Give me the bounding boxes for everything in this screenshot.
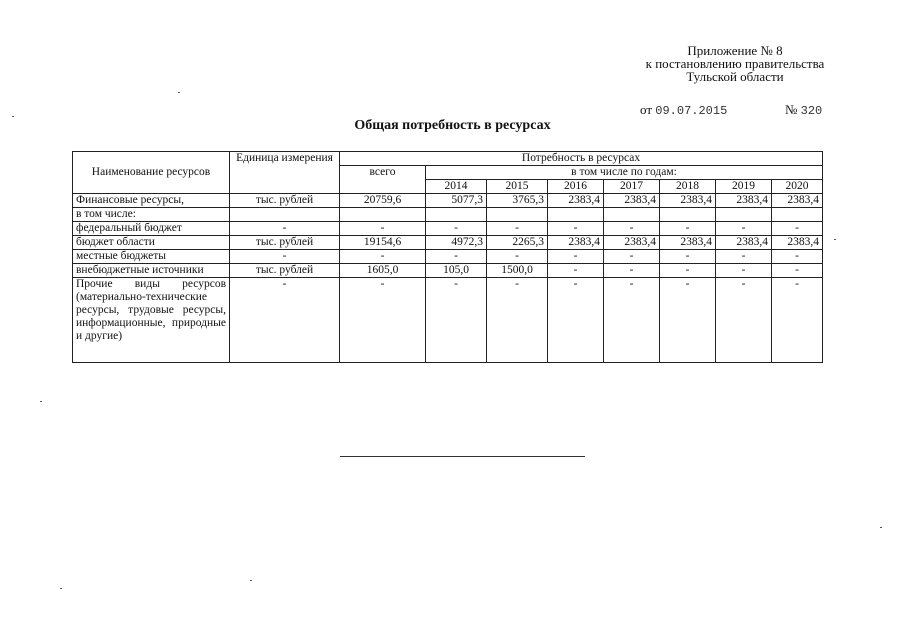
row-year-value: - (772, 264, 823, 278)
column-header-unit: Единица измерения (230, 152, 340, 194)
row-year-value: 2383,4 (548, 236, 604, 250)
row-unit: - (230, 222, 340, 236)
year-header: 2015 (487, 180, 548, 194)
row-year-value: 2383,4 (716, 194, 772, 208)
row-year-value: - (660, 278, 716, 363)
decree-from-label: от (640, 102, 653, 117)
row-year-value: 2383,4 (660, 194, 716, 208)
row-year-value: 5077,3 (426, 194, 487, 208)
row-year-value: - (716, 264, 772, 278)
row-total: 19154,6 (340, 236, 426, 250)
row-year-value: 2265,3 (487, 236, 548, 250)
appendix-reference: к постановлению правительства (645, 56, 825, 71)
row-total: - (340, 222, 426, 236)
row-year-value: - (548, 264, 604, 278)
row-year-value: - (716, 278, 772, 363)
table-row (73, 194, 823, 208)
row-year-value: - (604, 250, 660, 264)
decree-info (640, 102, 823, 118)
year-header: 2017 (604, 180, 660, 194)
row-year-value: - (487, 222, 548, 236)
row-name: Прочие виды ресурсов (материально-технические ресурсы, трудовые ресурсы, информационные, природные и другие) (73, 278, 230, 363)
appendix-header (600, 44, 870, 83)
empty-cell (487, 208, 548, 222)
year-header: 2016 (548, 180, 604, 194)
empty-cell (716, 208, 772, 222)
row-year-value: - (604, 222, 660, 236)
row-unit: тыс. рублей (230, 194, 340, 208)
year-header: 2014 (426, 180, 487, 194)
row-name: местные бюджеты (73, 250, 230, 264)
row-unit: - (230, 278, 340, 363)
row-year-value: 2383,4 (772, 236, 823, 250)
row-year-value: 2383,4 (660, 236, 716, 250)
empty-cell (548, 208, 604, 222)
table-row (73, 250, 823, 264)
row-year-value: - (716, 250, 772, 264)
end-separator-line (340, 456, 585, 457)
row-year-value: - (604, 278, 660, 363)
decree-number-label: № (785, 102, 798, 117)
row-year-value: - (426, 250, 487, 264)
scan-speck (40, 401, 42, 402)
table-row (73, 236, 823, 250)
row-year-value: - (426, 222, 487, 236)
row-year-value: - (772, 222, 823, 236)
row-year-value: - (426, 278, 487, 363)
row-year-value: - (487, 278, 548, 363)
column-header-name: Наименование ресурсов (73, 152, 230, 194)
table-row (73, 278, 823, 363)
row-name: Финансовые ресурсы, (73, 194, 230, 208)
empty-cell (230, 208, 340, 222)
row-year-value: - (716, 222, 772, 236)
row-year-value: 4972,3 (426, 236, 487, 250)
scan-speck (178, 92, 180, 93)
row-year-value: 2383,4 (716, 236, 772, 250)
row-year-value: - (548, 250, 604, 264)
row-total: - (340, 250, 426, 264)
row-year-value: - (660, 250, 716, 264)
row-name: в том числе: (73, 208, 230, 222)
empty-cell (604, 208, 660, 222)
row-unit: тыс. рублей (230, 264, 340, 278)
scan-speck (60, 588, 62, 589)
row-year-value: 2383,4 (604, 194, 660, 208)
row-unit: - (230, 250, 340, 264)
scan-speck (880, 527, 882, 528)
row-total: - (340, 278, 426, 363)
year-header: 2020 (772, 180, 823, 194)
year-header: 2019 (716, 180, 772, 194)
row-year-value: - (548, 222, 604, 236)
empty-cell (426, 208, 487, 222)
year-header: 2018 (660, 180, 716, 194)
empty-cell (772, 208, 823, 222)
appendix-region: Тульской области (686, 69, 784, 84)
column-header-need: Потребность в ресурсах (340, 152, 823, 166)
row-name: бюджет области (73, 236, 230, 250)
row-total: 1605,0 (340, 264, 426, 278)
row-year-value: 3765,3 (487, 194, 548, 208)
row-year-value: 2383,4 (772, 194, 823, 208)
row-year-value: 1500,0 (487, 264, 548, 278)
scan-speck (834, 239, 836, 240)
column-header-total: всего (340, 166, 426, 194)
appendix-number: Приложение № 8 (687, 43, 783, 58)
row-year-value: 2383,4 (604, 236, 660, 250)
row-total: 20759,6 (340, 194, 426, 208)
table-header-row (73, 152, 823, 166)
row-year-value: - (772, 250, 823, 264)
document-title: Общая потребность в ресурсах (354, 118, 551, 133)
row-year-value: - (660, 222, 716, 236)
empty-cell (660, 208, 716, 222)
decree-number-group (785, 102, 822, 118)
decree-number: 320 (800, 104, 823, 118)
empty-cell (340, 208, 426, 222)
column-header-by-year: в том числе по годам: (426, 166, 823, 180)
scan-speck (250, 580, 252, 581)
scan-speck (12, 116, 14, 117)
row-year-value: - (660, 264, 716, 278)
row-year-value: 2383,4 (548, 194, 604, 208)
row-unit: тыс. рублей (230, 236, 340, 250)
row-year-value: - (772, 278, 823, 363)
table-row (73, 208, 823, 222)
row-year-value: - (548, 278, 604, 363)
table-row (73, 222, 823, 236)
decree-date: 09.07.2015 (655, 104, 728, 118)
row-year-value: 105,0 (426, 264, 487, 278)
row-year-value: - (604, 264, 660, 278)
row-year-value: - (487, 250, 548, 264)
table-row (73, 264, 823, 278)
row-name: внебюджетные источники (73, 264, 230, 278)
resources-table (72, 151, 823, 363)
row-name: федеральный бюджет (73, 222, 230, 236)
